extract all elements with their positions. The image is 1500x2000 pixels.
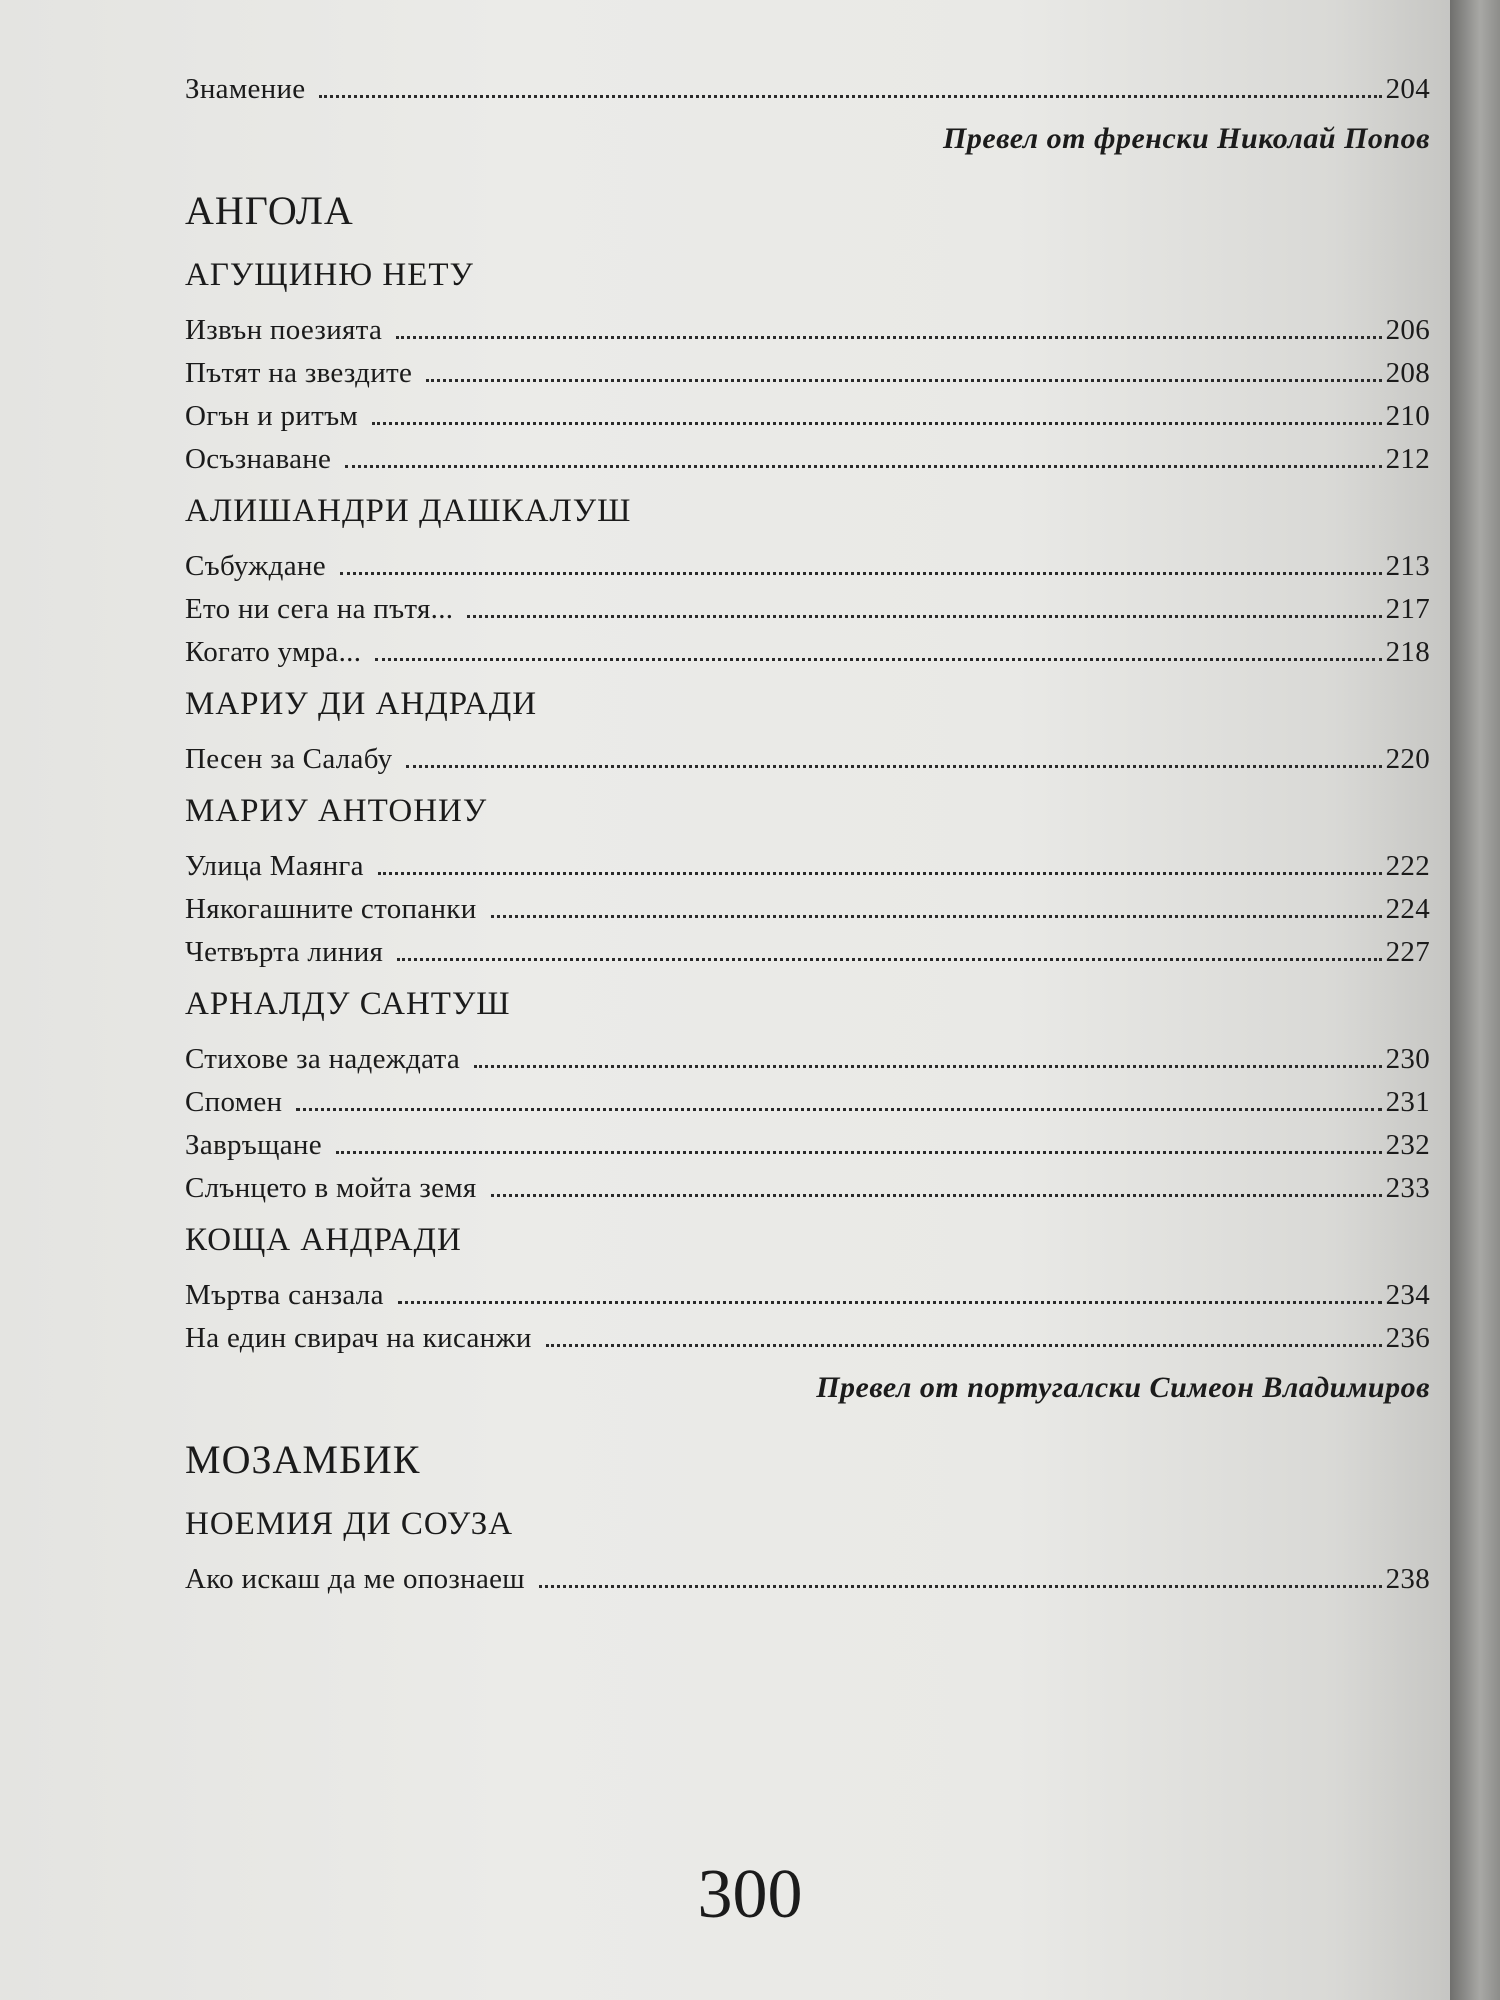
dot-leader	[375, 658, 1381, 661]
translator-credit: Превел от португалски Симеон Владимиров	[816, 1371, 1430, 1404]
toc-entry	[185, 545, 1430, 588]
dot-leader	[396, 336, 1381, 339]
toc-entry	[185, 738, 1430, 781]
dot-leader	[474, 1065, 1381, 1068]
entry-title: Четвърта линия	[185, 936, 384, 968]
entry-page: 230	[1385, 1043, 1430, 1075]
entry-page: 231	[1385, 1086, 1430, 1118]
entry-page: 210	[1385, 400, 1430, 432]
toc-entry	[185, 631, 1430, 674]
entry-page: 232	[1385, 1129, 1430, 1161]
author-heading: АЛИШАНДРИ ДАШКАЛУШ	[185, 493, 632, 529]
toc-entry	[185, 588, 1430, 631]
entry-page: 238	[1385, 1563, 1430, 1595]
entry-title: Мъртва санзала	[185, 1279, 384, 1311]
entry-page: 208	[1385, 357, 1430, 389]
dot-leader	[426, 379, 1381, 382]
dot-leader	[319, 95, 1381, 98]
dot-leader	[372, 422, 1382, 425]
country-heading: АНГОЛА	[185, 188, 354, 233]
entry-title: Стихове за надеждата	[185, 1043, 461, 1075]
toc-entry	[185, 1558, 1430, 1601]
entry-page: 213	[1385, 550, 1430, 582]
entry-page: 227	[1385, 936, 1430, 968]
author-heading: АРНАЛДУ САНТУШ	[185, 986, 511, 1022]
entry-title: Когато умра...	[185, 636, 362, 668]
entry-page: 212	[1385, 443, 1430, 475]
dot-leader	[406, 765, 1381, 768]
entry-page: 218	[1385, 636, 1430, 668]
author-heading: АГУЩИНЮ НЕТУ	[185, 257, 474, 293]
entry-title: На един свирач на кисанжи	[185, 1322, 532, 1354]
toc-entry	[185, 1317, 1430, 1360]
entry-title: Пътят на звездите	[185, 357, 413, 389]
dot-leader	[539, 1585, 1382, 1588]
dot-leader	[378, 872, 1382, 875]
dot-leader	[491, 1194, 1382, 1197]
toc-entry	[185, 888, 1430, 931]
dot-leader	[397, 958, 1381, 961]
entry-title: Събуждане	[185, 550, 326, 582]
dot-leader	[336, 1151, 1382, 1154]
translator-credit: Превел от френски Николай Попов	[943, 122, 1430, 155]
entry-title: Ако искаш да ме опознаеш	[185, 1563, 525, 1595]
adjacent-page-edge	[1450, 0, 1500, 2000]
dot-leader	[296, 1108, 1381, 1111]
toc-entry	[185, 352, 1430, 395]
page-number: 300	[697, 1856, 803, 1933]
author-heading: КОЩА АНДРАДИ	[185, 1222, 462, 1258]
entry-title: Улица Маянга	[185, 850, 364, 882]
author-heading: МАРИУ АНТОНИУ	[185, 793, 488, 829]
toc-entry	[185, 1274, 1430, 1317]
entry-page: 236	[1385, 1322, 1430, 1354]
toc-entry	[185, 1167, 1430, 1210]
toc-entry	[185, 309, 1430, 352]
dot-leader	[345, 465, 1381, 468]
dot-leader	[398, 1301, 1382, 1304]
country-heading: МОЗАМБИК	[185, 1437, 421, 1482]
toc-entry	[185, 845, 1430, 888]
entry-title: Завръщане	[185, 1129, 322, 1161]
entry-page: 206	[1385, 314, 1430, 346]
dot-leader	[546, 1344, 1382, 1347]
toc-entry	[185, 1124, 1430, 1167]
entry-title: Огън и ритъм	[185, 400, 359, 432]
entry-title: Ето ни сега на пътя...	[185, 593, 454, 625]
toc-entry	[185, 68, 1430, 111]
table-of-contents	[185, 68, 1430, 1601]
toc-entry	[185, 1081, 1430, 1124]
dot-leader	[467, 615, 1381, 618]
toc-entry	[185, 395, 1430, 438]
entry-page: 224	[1385, 893, 1430, 925]
dot-leader	[340, 572, 1382, 575]
entry-title: Извън поезията	[185, 314, 383, 346]
entry-title: Слънцето в мойта земя	[185, 1172, 477, 1204]
entry-page: 204	[1385, 73, 1430, 105]
entry-title: Спомен	[185, 1086, 283, 1118]
toc-entry	[185, 438, 1430, 481]
author-heading: МАРИУ ДИ АНДРАДИ	[185, 686, 538, 722]
entry-title: Някогашните стопанки	[185, 893, 477, 925]
dot-leader	[491, 915, 1382, 918]
entry-page: 220	[1385, 743, 1430, 775]
entry-page: 233	[1385, 1172, 1430, 1204]
entry-page: 234	[1385, 1279, 1430, 1311]
entry-title: Знамение	[185, 73, 306, 105]
entry-page: 222	[1385, 850, 1430, 882]
entry-title: Осъзнаване	[185, 443, 332, 475]
entry-page: 217	[1385, 593, 1430, 625]
author-heading: НОЕМИЯ ДИ СОУЗА	[185, 1506, 514, 1542]
toc-entry	[185, 931, 1430, 974]
entry-title: Песен за Салабу	[185, 743, 393, 775]
toc-entry	[185, 1038, 1430, 1081]
